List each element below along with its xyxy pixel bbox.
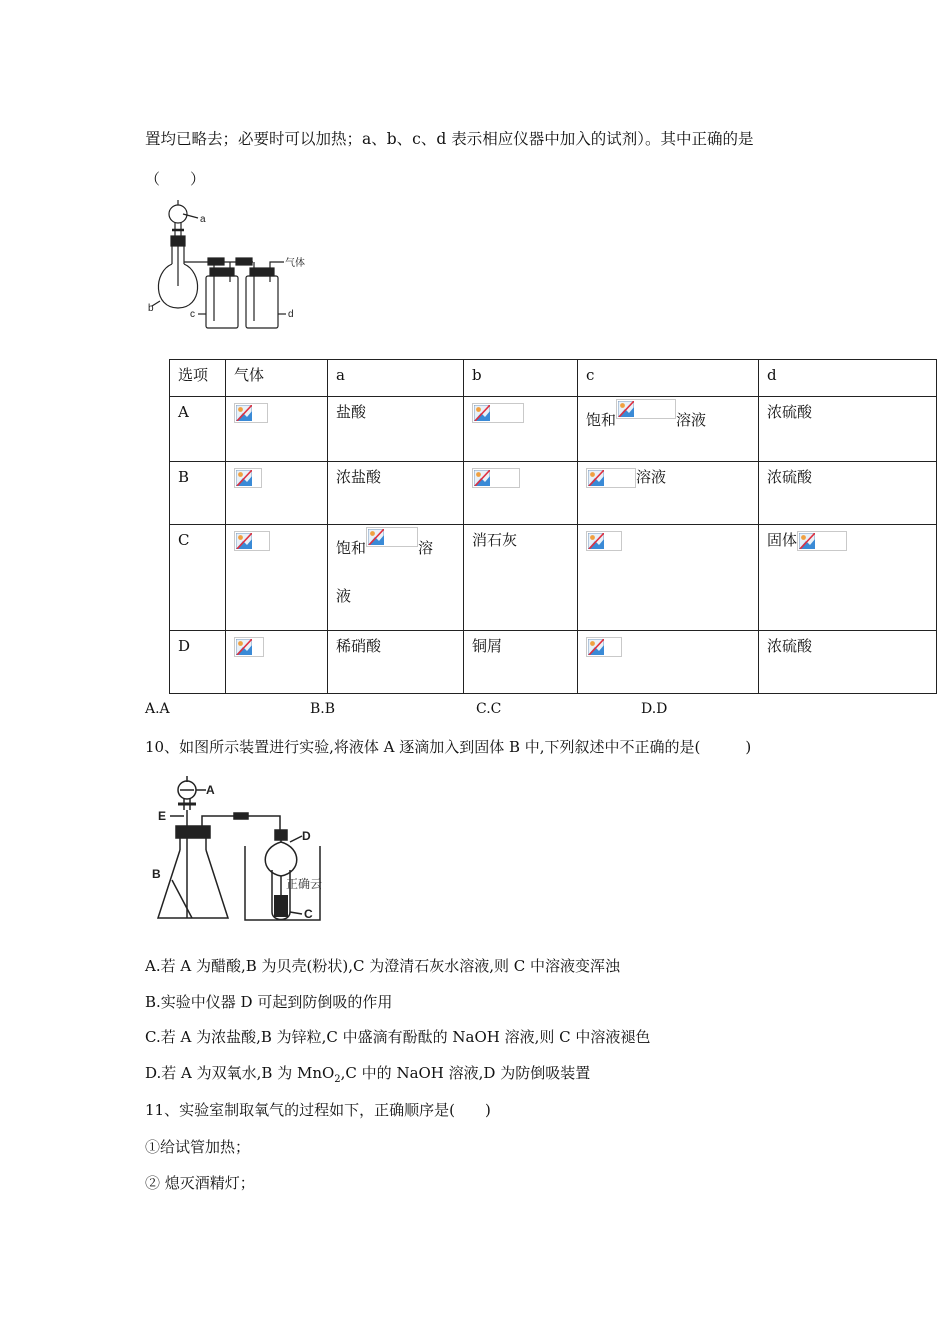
- q10-option-c: C.若 A 为浓盐酸,B 为锌粒,C 中盛滴有酚酞的 NaOH 溶液,则 C 中溶液褪色: [145, 1028, 651, 1046]
- cell-d-prefix: 固体: [767, 531, 798, 549]
- header-c: c: [578, 360, 759, 397]
- q9-paren: （ ）: [145, 170, 206, 188]
- cell-a: 浓盐酸: [328, 462, 464, 525]
- fig9-label-c: c: [190, 309, 195, 320]
- fig10-label-a: A: [206, 783, 215, 797]
- cell-c: [578, 525, 759, 631]
- q10-option-d: [145, 1062, 590, 1085]
- q10-option-b: B.实验中仪器 D 可起到防倒吸的作用: [145, 993, 393, 1011]
- cell-d: 浓硫酸: [759, 462, 937, 525]
- fig9-label-gas: 气体: [285, 258, 305, 269]
- q10-option-d-post: ,C 中的 NaOH 溶液,D 为防倒吸装置: [340, 1064, 591, 1082]
- q11-stem: 11、实验室制取氧气的过程如下，正确顺序是( ): [145, 1101, 491, 1119]
- table-row: [170, 397, 937, 462]
- broken-image-icon: [616, 399, 676, 419]
- cell-d: 浓硫酸: [759, 631, 937, 694]
- cell-gas: [226, 631, 328, 694]
- q9-stem-tail: 置均已略去；必要时可以加热；a、b、c、d 表示相应仪器中加入的试剂）。其中正确的是: [145, 130, 754, 148]
- answer-b: B.B: [310, 701, 336, 717]
- cell-a-suffix: 溶: [418, 539, 434, 557]
- table-row: [170, 462, 937, 525]
- header-b: b: [464, 360, 578, 397]
- broken-image-icon: [234, 403, 268, 423]
- cell-b: [464, 397, 578, 462]
- q11-step-1: ①给试管加热；: [145, 1138, 251, 1156]
- q9-apparatus-figure: [148, 196, 318, 336]
- cell-b: 铜屑: [464, 631, 578, 694]
- broken-image-icon: [234, 468, 262, 488]
- cell-a-line2: 液: [336, 587, 352, 605]
- row-option: C: [170, 525, 226, 631]
- cell-c: [578, 462, 759, 525]
- broken-image-icon: [586, 531, 622, 551]
- cell-gas: [226, 397, 328, 462]
- header-a: a: [328, 360, 464, 397]
- cell-a: 盐酸: [328, 397, 464, 462]
- q9-options-table: [169, 359, 937, 694]
- answer-d: D.D: [641, 701, 668, 717]
- broken-image-icon: [586, 637, 622, 657]
- broken-image-icon: [472, 403, 524, 423]
- cell-b: 消石灰: [464, 525, 578, 631]
- cell-c: [578, 631, 759, 694]
- q10-option-a: A.若 A 为醋酸,B 为贝壳(粉状),C 为澄清石灰水溶液,则 C 中溶液变浑浊: [145, 957, 621, 975]
- q10-stem: 10、如图所示装置进行实验,将液体 A 逐滴加入到固体 B 中,下列叙述中不正确的是( ): [145, 738, 752, 756]
- q10-option-d-subscript: 2: [334, 1074, 341, 1085]
- fig10-label-d: D: [302, 829, 311, 843]
- cell-b: [464, 462, 578, 525]
- row-option: A: [170, 397, 226, 462]
- cell-c-prefix: 饱和: [586, 411, 617, 429]
- row-option: B: [170, 462, 226, 525]
- cell-a: [328, 525, 464, 631]
- header-gas: 气体: [226, 360, 328, 397]
- cell-c-suffix: 溶液: [636, 468, 667, 486]
- header-option: 选项: [170, 360, 226, 397]
- table-row: [170, 631, 937, 694]
- cell-d: 浓硫酸: [759, 397, 937, 462]
- cell-c-suffix: 溶液: [676, 411, 707, 429]
- broken-image-icon: [797, 531, 847, 551]
- q11-step-2: ② 熄灭酒精灯；: [145, 1174, 255, 1192]
- fig9-label-a: a: [200, 214, 206, 225]
- fig10-label-c: C: [304, 907, 313, 921]
- cell-a: 稀硝酸: [328, 631, 464, 694]
- broken-image-icon: [366, 527, 418, 547]
- q10-option-d-pre: D.若 A 为双氧水,B 为 MnO: [145, 1064, 335, 1082]
- row-option: D: [170, 631, 226, 694]
- fig10-label-b: B: [152, 867, 161, 881]
- cell-a-line1: [336, 527, 455, 557]
- fig9-label-b: b: [148, 303, 154, 314]
- table-header-row: [170, 360, 937, 397]
- cell-a-prefix: 饱和: [336, 539, 367, 557]
- broken-image-icon: [234, 531, 270, 551]
- table-row: [170, 525, 937, 631]
- cell-gas: [226, 525, 328, 631]
- fig9-label-d: d: [288, 309, 294, 320]
- answer-a: A.A: [145, 701, 170, 717]
- q10-apparatus-figure: [150, 770, 350, 930]
- fig10-label-e: E: [158, 809, 167, 823]
- answer-c: C.C: [476, 701, 502, 717]
- cell-gas: [226, 462, 328, 525]
- header-d: d: [759, 360, 937, 397]
- fig10-watermark: 正确云: [286, 877, 323, 891]
- cell-c: [578, 397, 759, 462]
- cell-d: [759, 525, 937, 631]
- broken-image-icon: [586, 468, 636, 488]
- broken-image-icon: [234, 637, 264, 657]
- broken-image-icon: [472, 468, 520, 488]
